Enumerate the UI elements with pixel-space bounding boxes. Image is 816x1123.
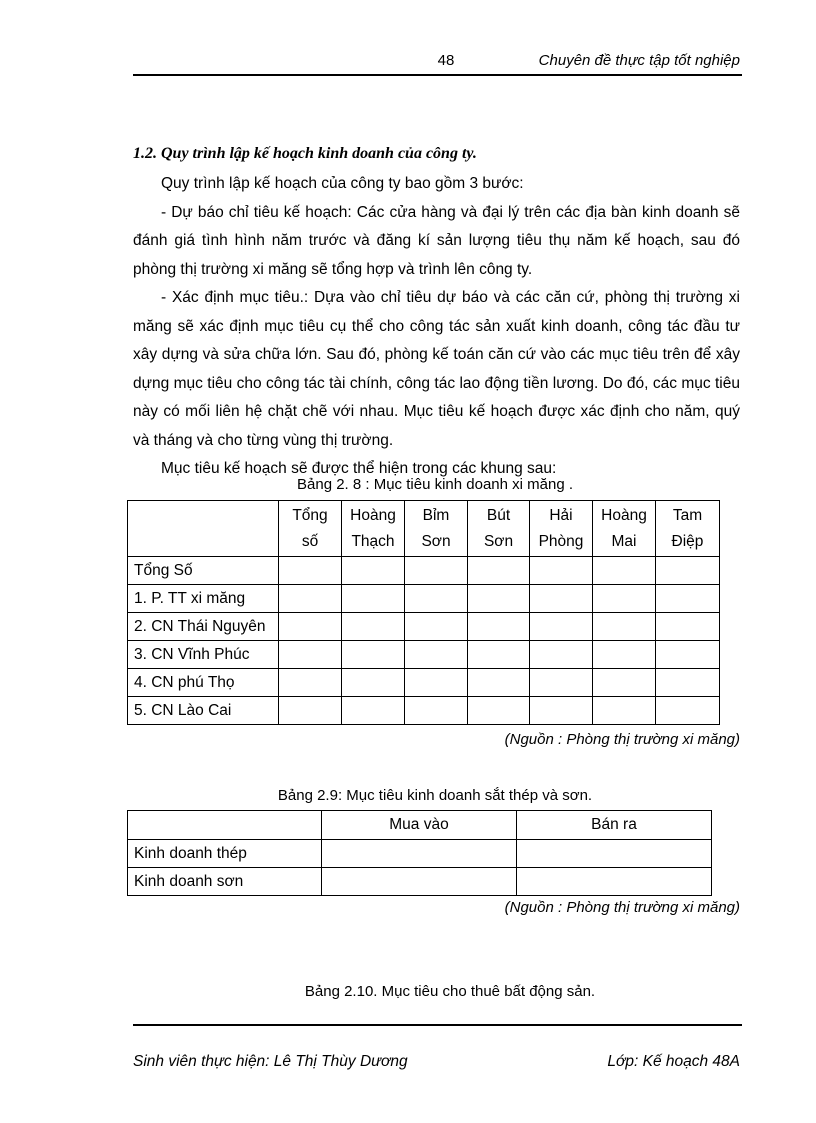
row-label: 1. P. TT xi măng bbox=[128, 585, 279, 613]
row-label: 3. CN Vĩnh Phúc bbox=[128, 641, 279, 669]
table-2-10-caption: Bảng 2.10. Mục tiêu cho thuê bất động sản. bbox=[304, 983, 596, 1000]
header-rule bbox=[133, 74, 742, 76]
paragraph: Mục tiêu kế hoạch sẽ được thể hiện trong các khung sau: bbox=[161, 460, 557, 477]
column-header: Hoàng Thạch bbox=[342, 501, 405, 557]
table-row bbox=[128, 840, 712, 868]
table-header-row bbox=[128, 501, 720, 557]
column-header: Tổng số bbox=[279, 501, 342, 557]
row-label: 5. CN Lào Cai bbox=[128, 697, 279, 725]
steel-paint-targets-table bbox=[127, 810, 712, 896]
footer-class: Lớp: Kế hoạch 48A bbox=[607, 1053, 740, 1070]
row-label: 2. CN Thái Nguyên bbox=[128, 613, 279, 641]
footer-student: Sinh viên thực hiện: Lê Thị Thùy Dương bbox=[133, 1053, 408, 1070]
column-header: Bút Sơn bbox=[468, 501, 530, 557]
table-header-row bbox=[128, 811, 712, 840]
paragraph: Quy trình lập kế hoạch của công ty bao gồm 3 bước: bbox=[161, 175, 524, 192]
table-row bbox=[128, 613, 720, 641]
footer-rule bbox=[133, 1024, 742, 1026]
table-row bbox=[128, 585, 720, 613]
body-text bbox=[133, 170, 740, 484]
column-header: Mua vào bbox=[322, 811, 517, 840]
table-row bbox=[128, 641, 720, 669]
document-title: Chuyên đề thực tập tốt nghiệp bbox=[538, 52, 740, 69]
row-label: Tổng Số bbox=[128, 557, 279, 585]
page-number: 48 bbox=[437, 52, 455, 69]
column-header: Bỉm Sơn bbox=[405, 501, 468, 557]
section-heading: 1.2. Quy trình lập kế hoạch kinh doanh của công ty. bbox=[133, 145, 477, 162]
table-row bbox=[128, 669, 720, 697]
table-2-9-caption: Bảng 2.9: Mục tiêu kinh doanh sắt thép và sơn. bbox=[277, 787, 593, 804]
table-row bbox=[128, 868, 712, 896]
corner-cell bbox=[128, 811, 322, 840]
corner-cell bbox=[128, 501, 279, 557]
table-row bbox=[128, 697, 720, 725]
paragraph: - Dự báo chỉ tiêu kế hoạch: Các cửa hàng và đại lý trên các địa bàn kinh doanh sẽ đánh giá tình hình năm trước và đăng kí sản lượng tiêu thụ năm kế hoạch, sau đó phòng thị trường xi măng sẽ tổng hợp và trình lên công ty. bbox=[133, 203, 740, 278]
row-label: Kinh doanh sơn bbox=[128, 868, 322, 896]
column-header: Tam Điệp bbox=[656, 501, 720, 557]
column-header: Bán ra bbox=[517, 811, 712, 840]
cement-targets-table bbox=[127, 500, 720, 725]
row-label: Kinh doanh thép bbox=[128, 840, 322, 868]
column-header: Hải Phòng bbox=[530, 501, 593, 557]
table-row bbox=[128, 557, 720, 585]
table-2-8-source: (Nguồn : Phòng thị trường xi măng) bbox=[504, 731, 740, 748]
table-2-8-caption: Bảng 2. 8 : Mục tiêu kinh doanh xi măng . bbox=[297, 476, 573, 493]
paragraph: - Xác định mục tiêu.: Dựa vào chỉ tiêu dự báo và các căn cứ, phòng thị trường xi măng sẽ xác định mục tiêu cụ thể cho công tác sản xuất kinh doanh, công tác đầu tư xây dựng và sửa chữa lớn. Sau đó, phòng kế toán căn cứ vào các mục tiêu trên để xây dựng mục tiêu cho công tác tài chính, công tác lao động tiền lương. Do đó, các mục tiêu này có mối liên hệ chặt chẽ với nhau. Mục tiêu kế hoạch được xác định cho năm, quý và tháng và cho từng vùng thị trường. bbox=[133, 289, 740, 449]
column-header: Hoàng Mai bbox=[593, 501, 656, 557]
table-2-9-source: (Nguồn : Phòng thị trường xi măng) bbox=[504, 899, 740, 916]
row-label: 4. CN phú Thọ bbox=[128, 669, 279, 697]
